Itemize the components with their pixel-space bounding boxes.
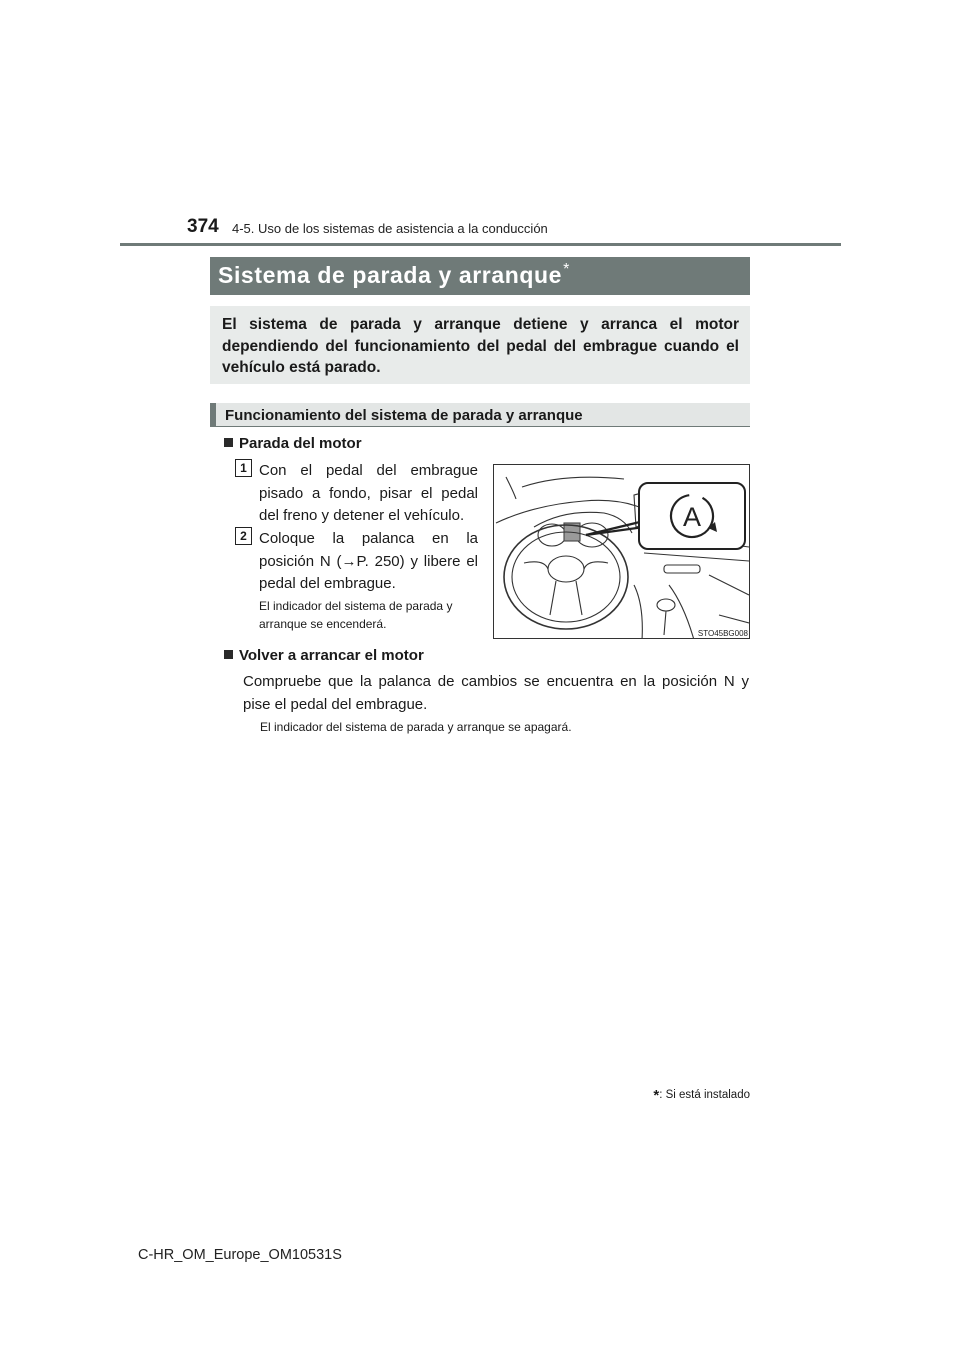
subheading-accent <box>210 403 216 426</box>
subheading-text: Funcionamiento del sistema de parada y arranque <box>225 407 583 424</box>
footnote-text: : Si está instalado <box>659 1089 750 1101</box>
restart-engine-heading-text: Volver a arrancar el motor <box>239 647 424 664</box>
dashboard-drawing <box>494 465 750 639</box>
callout-letter: A <box>682 502 702 532</box>
header-divider <box>120 243 841 246</box>
restart-engine-text: Compruebe que la palanca de cambios se encuentra en la posición N y pise el pedal del embrague. <box>243 673 749 713</box>
title-bar <box>210 257 750 295</box>
illustration-code: STO45BG008 <box>697 629 748 638</box>
dashboard-illustration <box>493 464 750 639</box>
page-title <box>218 261 570 289</box>
stop-engine-note: El indicador del sistema de parada y arranque se encenderá. <box>259 599 453 631</box>
page-number: 374 <box>187 216 219 237</box>
document-code: C-HR_OM_Europe_OM10531S <box>138 1247 342 1263</box>
footnote <box>653 1087 750 1104</box>
stop-engine-heading-text: Parada del motor <box>239 435 362 452</box>
step-1-text: Con el pedal del embrague pisado a fondo, pisar el pedal del freno y detener el vehículo. <box>259 462 478 524</box>
restart-engine-note: El indicador del sistema de parada y arranque se apagará. <box>260 720 572 734</box>
subheading-bar <box>210 403 750 427</box>
intro-box <box>210 306 750 384</box>
section-header: 4-5. Uso de los sistemas de asistencia a la conducción <box>232 221 548 236</box>
step-badge-2: 2 <box>235 527 252 545</box>
bullet-square-icon <box>224 438 233 447</box>
intro-text: El sistema de parada y arranque detiene y arranca el motor dependiendo del funcionamiento del pedal del embrague cuando el vehículo está parado. <box>222 316 739 376</box>
page-title-text: Sistema de parada y arranque <box>218 262 563 288</box>
bullet-square-icon <box>224 650 233 659</box>
restart-engine-heading <box>224 647 424 664</box>
footnote-asterisk-icon: * <box>653 1087 660 1104</box>
step-badge-1: 1 <box>235 459 252 477</box>
step-2-text: Coloque la palanca en la posición N (→P. 250) y libere el pedal del embrague. <box>259 530 478 592</box>
title-asterisk: * <box>563 261 570 278</box>
stop-engine-heading <box>224 435 362 452</box>
